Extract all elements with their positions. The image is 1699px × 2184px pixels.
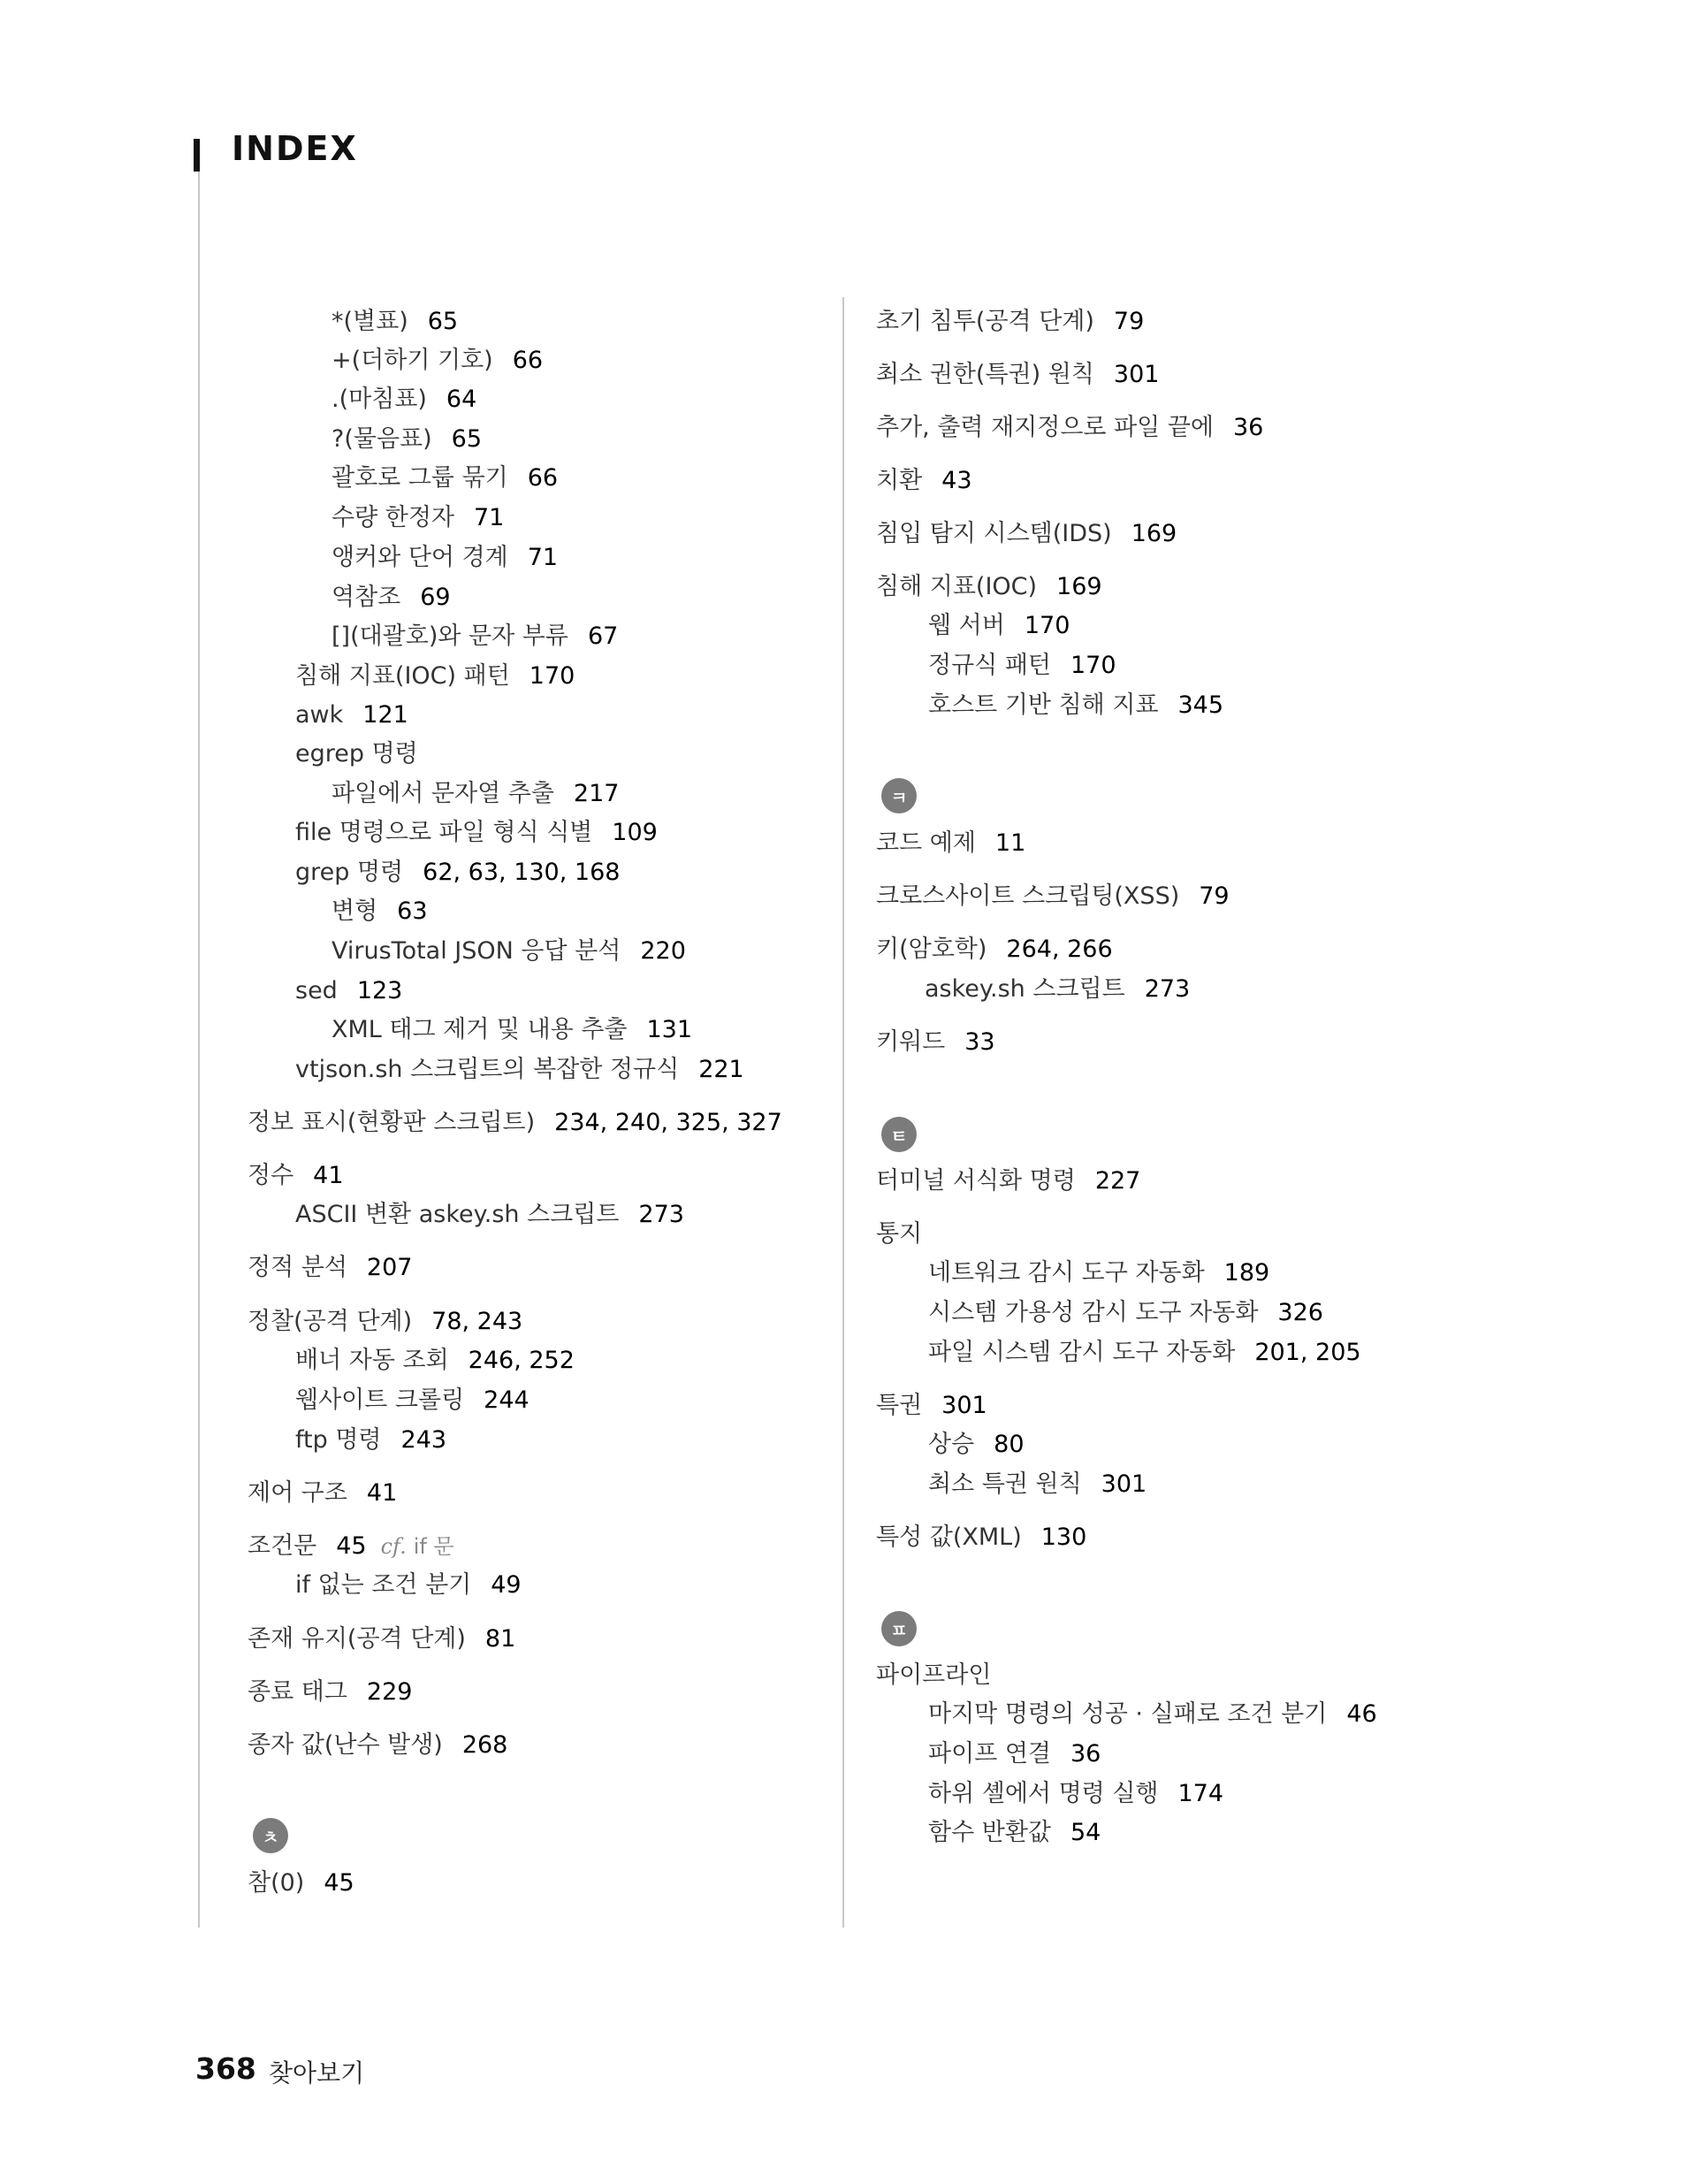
index-term: 키워드 xyxy=(876,1028,946,1056)
index-entry xyxy=(248,1623,515,1655)
index-entry xyxy=(295,1385,530,1417)
index-term: 호스트 기반 침해 지표 xyxy=(928,691,1159,719)
index-term: file 명령으로 파일 형식 식별 xyxy=(295,819,593,846)
index-entry xyxy=(331,502,504,534)
index-pages: 65 xyxy=(427,308,459,335)
left-margin-rule xyxy=(198,172,200,1928)
index-term: grep 명령 xyxy=(295,859,404,886)
index-term: +(더하기 기호) xyxy=(331,347,493,374)
index-pages: 43 xyxy=(941,467,972,494)
index-term: ftp 명령 xyxy=(295,1426,382,1454)
section-badge: ㅊ xyxy=(253,1818,288,1853)
index-pages: 66 xyxy=(512,347,544,374)
index-entry xyxy=(876,571,1102,603)
section-badge: ㅍ xyxy=(881,1611,917,1646)
index-entry xyxy=(295,699,408,731)
index-entry xyxy=(928,1817,1101,1849)
index-entry xyxy=(876,1390,987,1422)
index-pages: 123 xyxy=(356,977,403,1004)
index-entry xyxy=(248,1478,397,1509)
index-term: ASCII 변환 askey.sh 스크립트 xyxy=(295,1201,620,1228)
index-term: 종자 값(난수 발생) xyxy=(248,1731,443,1759)
index-entry xyxy=(928,1469,1147,1501)
index-term: awk xyxy=(295,701,344,729)
page-title: INDEX xyxy=(232,129,358,168)
index-term: sed xyxy=(295,977,338,1004)
index-term: 침입 탐지 시스템(IDS) xyxy=(876,520,1112,547)
index-term: askey.sh 스크립트 xyxy=(925,975,1125,1003)
index-term: 네트워크 감시 도구 자동화 xyxy=(928,1259,1205,1287)
index-entry xyxy=(295,857,620,889)
index-pages: 45 xyxy=(324,1869,354,1897)
index-entry xyxy=(876,465,972,497)
index-term: 초기 침투(공격 단계) xyxy=(876,308,1094,335)
index-term: 정적 분석 xyxy=(248,1254,347,1281)
index-entry xyxy=(331,582,451,614)
index-entry xyxy=(295,1424,446,1456)
index-term: if 없는 조건 분기 xyxy=(295,1571,472,1599)
index-pages: 268 xyxy=(461,1731,508,1759)
page-number: 368 xyxy=(195,2051,256,2086)
index-pages: 243 xyxy=(400,1426,447,1454)
index-entry xyxy=(928,1337,1361,1369)
index-entry xyxy=(928,1778,1223,1810)
index-term: *(별표) xyxy=(331,308,408,335)
index-entry xyxy=(876,881,1230,913)
index-entry xyxy=(248,1306,522,1338)
index-entry xyxy=(295,661,575,692)
index-pages: 54 xyxy=(1070,1819,1101,1846)
index-term: 하위 셸에서 명령 실행 xyxy=(928,1780,1159,1807)
index-term: 제어 구조 xyxy=(248,1479,347,1507)
index-pages: 301 xyxy=(941,1392,987,1419)
index-pages: 170 xyxy=(529,662,575,690)
index-entry xyxy=(248,1252,412,1284)
index-pages: 244 xyxy=(484,1386,530,1414)
index-pages: 79 xyxy=(1199,882,1230,910)
index-pages: 62, 63, 130, 168 xyxy=(423,859,621,886)
index-term: 파일 시스템 감시 도구 자동화 xyxy=(928,1339,1236,1366)
index-pages: 78, 243 xyxy=(431,1308,523,1335)
index-entry xyxy=(295,1345,575,1377)
index-entry xyxy=(876,1522,1086,1554)
index-term: 정규식 패턴 xyxy=(928,652,1051,679)
index-entry xyxy=(295,1054,744,1086)
index-pages: 220 xyxy=(640,937,686,965)
index-entry xyxy=(925,974,1190,1005)
index-pages: 67 xyxy=(587,622,619,650)
index-term: 참(0) xyxy=(248,1869,305,1897)
index-entry xyxy=(876,306,1144,338)
index-entry xyxy=(295,1199,684,1231)
index-term: 정보 표시(현황판 스크립트) xyxy=(248,1109,536,1136)
index-entry xyxy=(331,896,428,928)
index-term: 터미널 서식화 명령 xyxy=(876,1167,1076,1195)
index-term: 침해 지표(IOC) 패턴 xyxy=(295,662,510,690)
index-pages: 33 xyxy=(964,1028,995,1056)
index-pages: 41 xyxy=(366,1479,398,1507)
index-entry xyxy=(248,1107,782,1139)
index-term: ?(물음표) xyxy=(331,425,432,453)
index-entry xyxy=(876,1165,1140,1197)
index-term: 웹 서버 xyxy=(928,612,1005,639)
index-pages: 217 xyxy=(573,780,620,807)
index-pages: 273 xyxy=(638,1201,684,1228)
header-bar xyxy=(194,139,200,172)
index-pages: 227 xyxy=(1094,1167,1141,1195)
index-entry xyxy=(295,975,402,1007)
index-term: 치환 xyxy=(876,467,923,494)
index-term: 최소 권한(특권) 원칙 xyxy=(876,361,1094,388)
index-term: 추가, 출력 재지정으로 파일 끝에 xyxy=(876,414,1214,441)
index-entry xyxy=(331,345,543,377)
index-entry xyxy=(248,1160,344,1192)
index-term: 수량 한정자 xyxy=(331,504,454,531)
index-entry xyxy=(331,542,558,574)
index-term: 키(암호학) xyxy=(876,935,987,963)
index-pages: 66 xyxy=(527,464,559,492)
index-entry xyxy=(876,1660,991,1691)
cross-reference-target: if 문 xyxy=(413,1534,454,1559)
index-entry xyxy=(331,1014,692,1046)
index-term: 크로스사이트 스크립팅(XSS) xyxy=(876,882,1180,910)
index-term: 파이프 연결 xyxy=(928,1740,1051,1768)
index-pages: 264, 266 xyxy=(1006,935,1113,963)
index-pages: 169 xyxy=(1056,573,1102,600)
index-term: 배너 자동 조회 xyxy=(295,1347,449,1374)
index-entry xyxy=(876,518,1177,550)
index-term: 정찰(공격 단계) xyxy=(248,1308,413,1335)
index-pages: 41 xyxy=(313,1162,344,1189)
index-entry xyxy=(331,424,482,455)
index-entry xyxy=(928,650,1116,682)
section-badge: ㅋ xyxy=(881,778,917,813)
index-term: 존재 유지(공격 단계) xyxy=(248,1625,466,1653)
index-pages: 131 xyxy=(646,1016,693,1043)
index-entry xyxy=(331,462,558,494)
index-pages: 69 xyxy=(420,584,451,611)
index-pages: 11 xyxy=(994,829,1026,857)
index-pages: 63 xyxy=(397,897,428,925)
index-pages: 130 xyxy=(1040,1523,1087,1551)
column-divider xyxy=(842,297,844,1928)
index-pages: 301 xyxy=(1101,1470,1147,1498)
index-term: 웹사이트 크롤링 xyxy=(295,1386,465,1414)
index-term: [](대괄호)와 문자 부류 xyxy=(331,622,568,650)
index-entry xyxy=(331,935,686,967)
index-term: 역참조 xyxy=(331,584,401,611)
index-pages: 64 xyxy=(446,386,477,413)
index-entry xyxy=(928,1297,1323,1329)
index-pages: 301 xyxy=(1113,361,1160,388)
index-pages: 246, 252 xyxy=(468,1347,575,1374)
index-pages: 109 xyxy=(612,819,658,846)
cross-reference-marker: cf. xyxy=(380,1534,407,1559)
index-term: XML 태그 제거 및 내용 추출 xyxy=(331,1016,628,1043)
index-term: 특권 xyxy=(876,1392,923,1419)
index-entry xyxy=(876,412,1263,444)
index-entry xyxy=(876,1027,995,1058)
index-pages: 169 xyxy=(1131,520,1177,547)
index-entry xyxy=(876,1218,922,1250)
index-term: VirusTotal JSON 응답 분석 xyxy=(331,937,621,965)
index-term: 코드 예제 xyxy=(876,829,976,857)
index-term: 상승 xyxy=(928,1431,975,1458)
index-pages: 71 xyxy=(527,544,559,571)
index-term: 파이프라인 xyxy=(876,1661,992,1689)
index-entry xyxy=(248,1867,354,1899)
index-term: 특성 값(XML) xyxy=(876,1523,1022,1551)
index-entry xyxy=(876,359,1159,391)
index-pages: 36 xyxy=(1232,414,1264,441)
index-entry xyxy=(928,1429,1025,1461)
index-pages: 45 xyxy=(336,1532,367,1560)
index-term: 시스템 가용성 감시 도구 자동화 xyxy=(928,1299,1259,1326)
index-entry xyxy=(331,778,619,810)
index-pages: 170 xyxy=(1024,612,1070,639)
index-pages: 65 xyxy=(451,425,483,453)
index-term: vtjson.sh 스크립트의 복잡한 정규식 xyxy=(295,1056,680,1083)
index-pages: 46 xyxy=(1346,1700,1377,1728)
index-pages: 273 xyxy=(1144,975,1191,1003)
index-pages: 221 xyxy=(698,1056,744,1083)
index-term: 마지막 명령의 성공 · 실패로 조건 분기 xyxy=(928,1700,1328,1728)
index-term: 침해 지표(IOC) xyxy=(876,573,1038,600)
index-entry xyxy=(331,621,618,653)
index-pages: 79 xyxy=(1113,308,1145,335)
index-entry xyxy=(248,1676,412,1708)
index-pages: 170 xyxy=(1070,652,1116,679)
index-entry xyxy=(295,817,658,849)
index-entry xyxy=(928,690,1223,722)
index-term: 조건문 xyxy=(248,1532,317,1560)
index-pages: 201, 205 xyxy=(1254,1339,1361,1366)
index-pages: 71 xyxy=(474,504,505,531)
index-pages: 81 xyxy=(484,1625,516,1653)
index-term: 괄호로 그룹 묶기 xyxy=(331,464,508,492)
index-entry xyxy=(295,738,418,770)
index-pages: 189 xyxy=(1223,1259,1270,1287)
index-pages: 234, 240, 325, 327 xyxy=(554,1109,782,1136)
index-term: .(마침표) xyxy=(331,386,427,413)
index-entry xyxy=(248,1730,507,1761)
index-pages: 229 xyxy=(366,1678,413,1706)
index-entry xyxy=(928,1738,1101,1770)
index-term: egrep 명령 xyxy=(295,740,418,767)
index-pages: 345 xyxy=(1177,691,1224,719)
index-entry xyxy=(928,610,1070,642)
index-term: 종료 태그 xyxy=(248,1678,347,1706)
index-term: 앵커와 단어 경계 xyxy=(331,544,508,571)
index-entry xyxy=(331,384,476,416)
index-term: 최소 특권 원칙 xyxy=(928,1470,1082,1498)
index-pages: 121 xyxy=(362,701,408,729)
index-entry xyxy=(248,1531,454,1562)
index-pages: 174 xyxy=(1177,1780,1224,1807)
index-entry xyxy=(876,828,1025,859)
index-entry xyxy=(331,306,458,338)
index-entry xyxy=(928,1699,1377,1730)
index-entry xyxy=(876,934,1113,966)
index-term: 변형 xyxy=(331,897,378,925)
index-term: 정수 xyxy=(248,1162,294,1189)
index-pages: 80 xyxy=(994,1431,1025,1458)
index-pages: 36 xyxy=(1070,1740,1101,1768)
index-pages: 326 xyxy=(1277,1299,1323,1326)
index-pages: 207 xyxy=(366,1254,413,1281)
index-term: 파일에서 문자열 추출 xyxy=(331,780,554,807)
index-term: 함수 반환값 xyxy=(928,1819,1051,1846)
footer-label: 찾아보기 xyxy=(269,2058,365,2088)
index-pages: 49 xyxy=(491,1571,522,1599)
index-term: 통지 xyxy=(876,1220,923,1248)
section-badge: ㅌ xyxy=(881,1117,917,1152)
index-entry xyxy=(295,1569,522,1601)
index-entry xyxy=(928,1257,1269,1289)
